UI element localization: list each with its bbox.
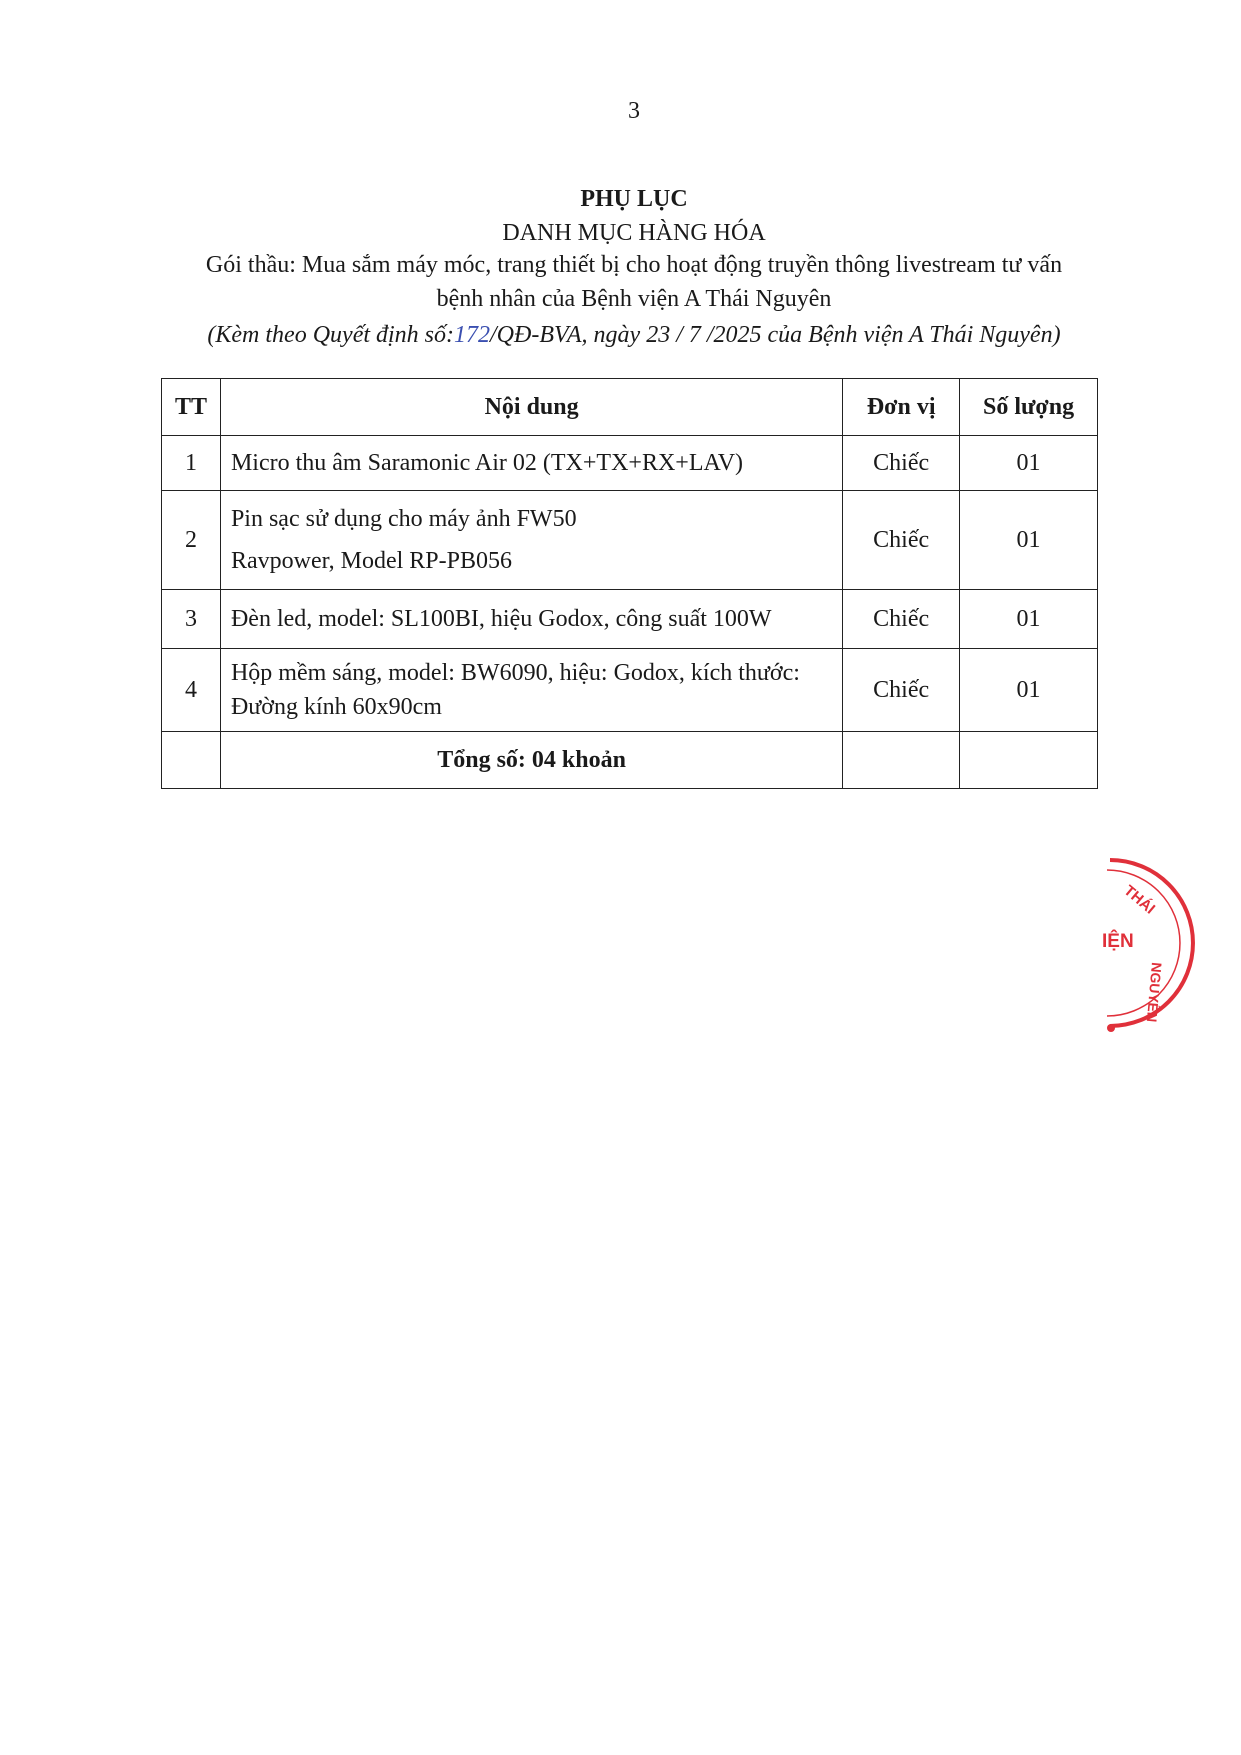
- col-header-content: Nội dung: [220, 379, 842, 436]
- col-header-quantity: Số lượng: [960, 379, 1098, 436]
- cell-content-line: Đường kính 60x90cm: [230, 694, 442, 720]
- red-seal-stamp: [1065, 840, 1195, 1040]
- package-line-2: bệnh nhân của Bệnh viện A Thái Nguyên: [436, 286, 832, 312]
- cell-content-line: Hộp mềm sáng, model: BW6090, hiệu: Godox, kích thước:: [230, 660, 800, 686]
- cell-unit: Chiếc: [843, 436, 960, 491]
- cell-quantity: 01: [960, 590, 1098, 649]
- cell-tt: 1: [162, 436, 221, 491]
- decision-prefix: (Kèm theo Quyết định số:: [207, 322, 455, 348]
- cell-quantity: 01: [960, 649, 1098, 732]
- cell-quantity: 01: [960, 491, 1098, 590]
- package-line-1: Gói thầu: Mua sắm máy móc, trang thiết bị cho hoạt động truyền thông livestream tư vấn: [205, 252, 1063, 278]
- stamp-text-middle: IỆN: [1102, 931, 1134, 952]
- cell-content: Đèn led, model: SL100BI, hiệu Godox, công suất 100W: [220, 590, 842, 649]
- cell-unit: Chiếc: [843, 649, 960, 732]
- table-header-row: [162, 379, 1098, 436]
- cell-content: Micro thu âm Saramonic Air 02 (TX+TX+RX+LAV): [220, 436, 842, 491]
- goods-table: [161, 378, 1098, 789]
- table-row: [162, 590, 1098, 649]
- appendix-subtitle: DANH MỤC HÀNG HÓA: [502, 220, 766, 246]
- cell-tt: 2: [162, 491, 221, 590]
- stamp-text-top: THÁI: [1120, 882, 1159, 918]
- total-cell: Tổng số: 04 khoản: [220, 732, 842, 789]
- cell-content-line: Ravpower, Model RP-PB056: [230, 548, 512, 574]
- col-header-unit: Đơn vị: [843, 379, 960, 436]
- cell-empty: [162, 732, 221, 789]
- cell-empty: [843, 732, 960, 789]
- decision-number: 172: [454, 322, 491, 348]
- decision-suffix: /QĐ-BVA, ngày 23 / 7 /2025 của Bệnh viện A Thái Nguyên): [490, 322, 1061, 348]
- stamp-text-right: NGUYÊN: [1143, 961, 1165, 1023]
- table-row: [162, 491, 1098, 590]
- table-row: [162, 649, 1098, 732]
- cell-content: [220, 649, 842, 732]
- page-number: 3: [628, 98, 640, 124]
- appendix-title: PHỤ LỤC: [580, 186, 688, 212]
- table-total-row: [162, 732, 1098, 789]
- decision-line: [0, 322, 1241, 349]
- cell-tt: 3: [162, 590, 221, 649]
- cell-unit: Chiếc: [843, 590, 960, 649]
- cell-quantity: 01: [960, 436, 1098, 491]
- col-header-tt: TT: [162, 379, 221, 436]
- cell-content: [220, 491, 842, 590]
- cell-empty: [960, 732, 1098, 789]
- table-row: [162, 436, 1098, 491]
- cell-content-line: Pin sạc sử dụng cho máy ảnh FW50: [230, 506, 577, 532]
- cell-unit: Chiếc: [843, 491, 960, 590]
- cell-tt: 4: [162, 649, 221, 732]
